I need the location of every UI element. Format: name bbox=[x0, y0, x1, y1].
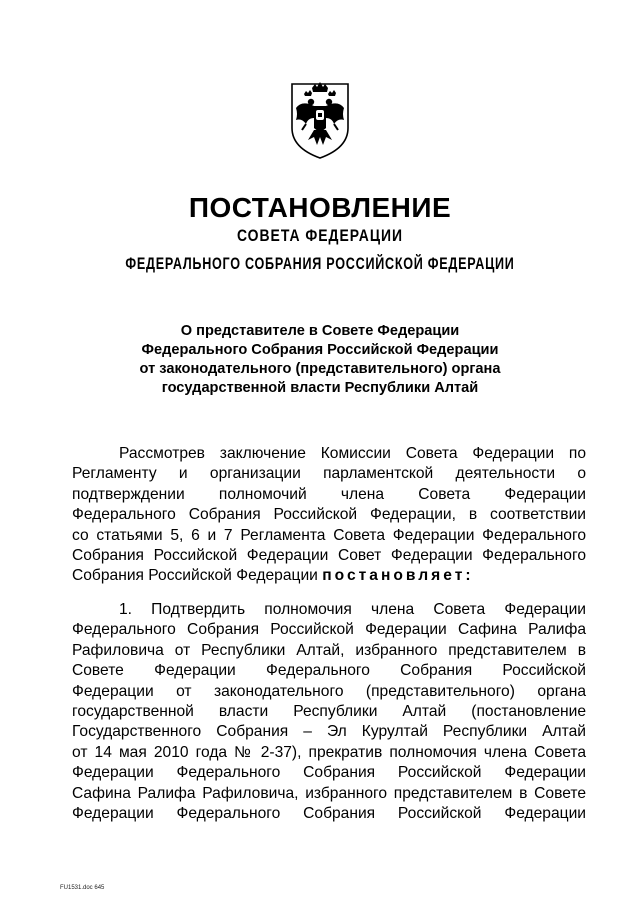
text-line: Государственного Собрания – Эл Курултай Республики Алтай bbox=[72, 723, 586, 741]
subject-line: от законодательного (представительного) органа bbox=[139, 361, 501, 377]
russian-coat-of-arms-icon bbox=[284, 78, 356, 160]
text-line: государственной власти Республики Алтай (постановление bbox=[72, 702, 586, 720]
text-line: со статьями 5, 6 и 7 Регламента Совета Федерации Федерального bbox=[72, 526, 586, 544]
resolution-subject bbox=[0, 322, 640, 398]
text-fragment: Собрания Российской Федерации bbox=[72, 567, 318, 585]
text-line: Федерации Федерального Собрания Российской Федерации bbox=[72, 804, 586, 822]
text-line: Рафиловича от Республики Алтай, избранного представителем в bbox=[72, 641, 586, 659]
text-line: подтверждении полномочий члена Совета Федерации bbox=[72, 485, 586, 503]
text-line: Федерального Собрания Российской Федерации, в соответствии bbox=[72, 506, 586, 524]
text-line: Федерации Федерального Собрания Российской Федерации bbox=[72, 764, 586, 782]
resolves-word: постановляет: bbox=[322, 567, 474, 585]
text-line: 1. Подтвердить полномочия члена Совета Федерации bbox=[119, 601, 586, 618]
text-line: Рассмотрев заключение Комиссии Совета Федерации по bbox=[119, 445, 586, 462]
text-line: Сафина Ралифа Рафиловича, избранного представителем в Совете bbox=[72, 784, 586, 802]
text-line-last bbox=[72, 566, 586, 586]
subject-line: О представителе в Совете Федерации bbox=[180, 323, 460, 339]
text-line: Совете Федерации Федерального Собрания Российской bbox=[72, 662, 586, 680]
text-line: от 14 мая 2010 года № 2-37), прекратив полномочия члена Совета bbox=[72, 743, 586, 761]
document-title: ПОСТАНОВЛЕНИЕ bbox=[188, 192, 452, 223]
text-line: Собрания Российской Федерации Совет Федерации Федерального bbox=[72, 546, 586, 564]
text-line: Федерации от законодательного (представительного) органа bbox=[72, 682, 586, 700]
document-subtitle-assembly: ФЕДЕРАЛЬНОГО СОБРАНИЯ РОССИЙСКОЙ ФЕДЕРАЦИИ bbox=[125, 254, 515, 273]
subject-line: государственной власти Республики Алтай bbox=[161, 380, 479, 396]
text-line: Регламенту и организации парламентской деятельности о bbox=[72, 465, 586, 483]
file-reference: FU1531.doc 645 bbox=[60, 885, 105, 891]
preamble-paragraph bbox=[72, 444, 586, 587]
item-1-paragraph bbox=[72, 600, 586, 824]
subject-line: Федерального Собрания Российской Федерации bbox=[141, 342, 499, 358]
document-subtitle-council: СОВЕТА ФЕДЕРАЦИИ bbox=[236, 226, 404, 245]
text-line: Федерального Собрания Российской Федерации Сафина Ралифа bbox=[72, 621, 586, 639]
